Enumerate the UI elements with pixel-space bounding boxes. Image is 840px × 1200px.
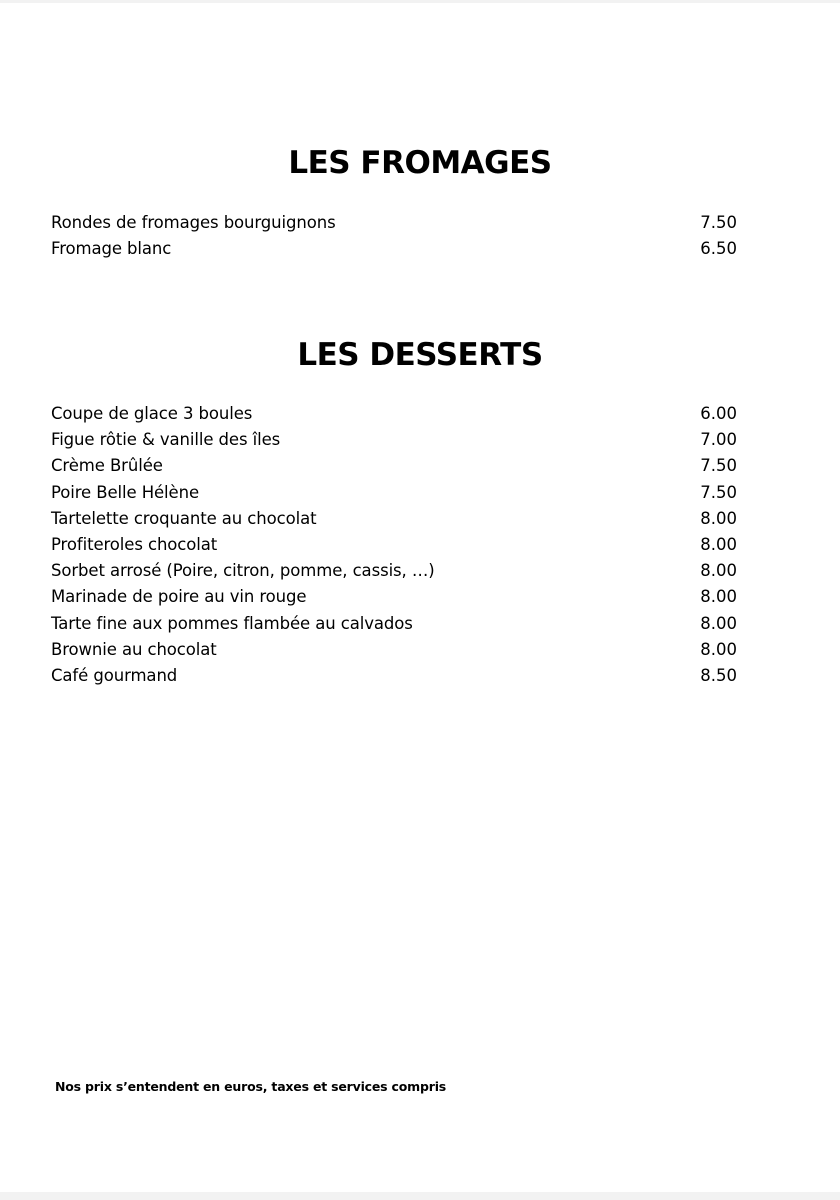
menu-item-price: 7.00 [700,430,737,450]
menu-item-price: 8.00 [700,587,737,607]
menu-item-price: 8.00 [700,639,737,659]
menu-item [51,236,737,262]
menu-item [51,663,737,689]
menu-item-name: Café gourmand [51,665,178,685]
menu-item-price: 8.50 [700,665,737,685]
menu-item [51,427,737,453]
footer-note: Nos prix s’entendent en euros, taxes et services compris [55,1079,447,1094]
menu-item-name: Rondes de fromages bourguignons [51,213,336,232]
section-title-desserts: LES DESSERTS [297,337,543,373]
menu-item-name: Fromage blanc [51,239,172,259]
menu-item-name: Tartelette croquante au chocolat [51,508,317,528]
menu-item-name: Brownie au chocolat [51,639,217,659]
menu-item [51,637,737,663]
menu-item-name: Poire Belle Hélène [51,482,199,502]
menu-item [51,584,737,610]
menu-item [51,532,737,558]
menu-item-price: 7.50 [700,482,737,502]
menu-item-price: 7.50 [700,213,737,232]
menu-item-name: Coupe de glace 3 boules [51,404,253,423]
menu-item-price: 6.50 [700,239,737,259]
menu-item-price: 8.00 [700,508,737,528]
menu-item-price: 7.50 [700,456,737,476]
menu-list-desserts [51,401,737,689]
menu-item [51,401,737,427]
menu-item [51,210,737,236]
section-title-fromages: LES FROMAGES [288,145,552,181]
menu-item [51,558,737,584]
menu-list-fromages [51,210,737,262]
menu-item [51,506,737,532]
menu-item [51,453,737,479]
menu-item-name: Profiteroles chocolat [51,534,218,554]
menu-item [51,480,737,506]
menu-item-price: 8.00 [700,561,737,581]
menu-item-name: Tarte fine aux pommes flambée au calvados [51,613,413,633]
menu-item-name: Marinade de poire au vin rouge [51,587,307,607]
menu-item [51,611,737,637]
menu-item-price: 8.00 [700,534,737,554]
menu-item-name: Crème Brûlée [51,456,163,476]
menu-item-price: 8.00 [700,613,737,633]
menu-item-price: 6.00 [700,404,737,423]
menu-item-name: Sorbet arrosé (Poire, citron, pomme, cassis, …) [51,561,435,581]
menu-page [0,3,840,1192]
menu-item-name: Figue rôtie & vanille des îles [51,430,281,450]
